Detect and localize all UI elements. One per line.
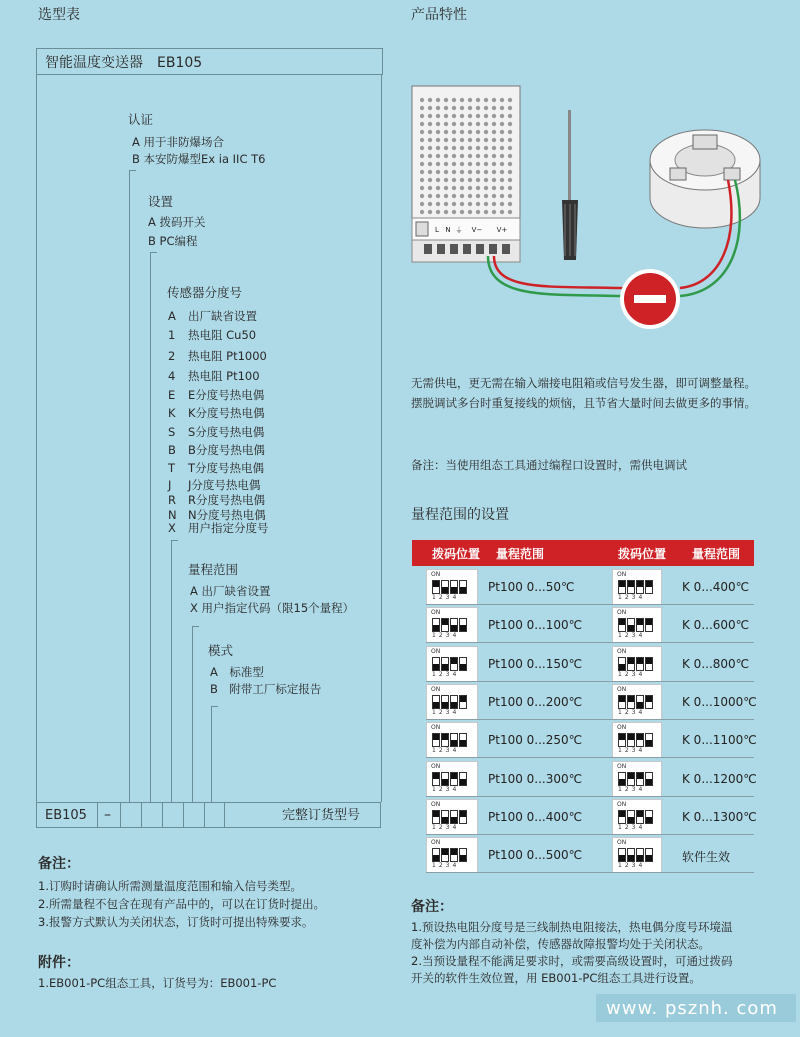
sensor-option <box>168 309 257 323</box>
sensor-code: 2 <box>168 349 176 363</box>
dip-switch <box>627 618 635 632</box>
dip-switch <box>450 848 458 862</box>
dip-on-label: ON <box>617 571 627 578</box>
range-value: Pt100 0...150℃ <box>488 656 583 671</box>
range-value: K 0...800℃ <box>682 656 750 671</box>
sensor-code: N <box>168 508 177 522</box>
dip-cell <box>426 684 478 720</box>
range-value: Pt100 0...50℃ <box>488 580 575 594</box>
dip-cell <box>612 646 662 682</box>
dip-on-label: ON <box>617 839 627 847</box>
dip-switch <box>432 772 440 786</box>
power-supply <box>412 86 520 262</box>
table-row <box>412 721 757 759</box>
range-value: Pt100 0...250℃ <box>488 733 583 748</box>
dip-cell <box>612 799 662 835</box>
table-row <box>412 568 754 606</box>
table-row <box>412 645 754 683</box>
setting-option: B PC编程 <box>148 234 198 248</box>
wiring-illustration <box>410 80 790 340</box>
sensor-text: B分度号热电偶 <box>188 443 265 457</box>
dip-switch <box>459 733 467 747</box>
range-option: X 用户指定代码（限15个量程） <box>190 601 355 615</box>
row-divider <box>426 834 754 835</box>
dip-switch-icon <box>616 725 660 755</box>
sensor-option <box>168 349 267 363</box>
sensor-option <box>168 521 269 535</box>
dip-switch <box>450 618 458 632</box>
order-code-row <box>36 802 381 828</box>
dip-on-label: ON <box>431 685 441 693</box>
dip-numbers: 1234 <box>618 747 646 755</box>
dip-on-label: ON <box>431 839 441 847</box>
header-dip-position: 拨码位置 <box>432 547 481 561</box>
dip-cell <box>426 607 478 643</box>
sensor-text: K分度号热电偶 <box>188 406 265 420</box>
terminal-label: N <box>445 226 451 234</box>
dip-switch-icon <box>430 725 474 755</box>
dip-switch <box>432 733 440 747</box>
terminal-label: V+ <box>496 226 508 234</box>
dip-numbers: 1234 <box>432 823 460 831</box>
dip-numbers: 1234 <box>618 632 646 640</box>
sensor-text: R分度号热电偶 <box>188 493 265 507</box>
model-title: 智能温度变送器 EB105 <box>45 55 203 71</box>
range-value: K 0...1100℃ <box>682 733 757 748</box>
dip-switch <box>459 810 467 824</box>
watermark-text: www. psznh. com <box>606 998 778 1019</box>
sensor-code: T <box>168 461 176 475</box>
dip-switch <box>441 772 449 786</box>
range-value: K 0...1000℃ <box>682 694 757 709</box>
range-value: K 0...400℃ <box>682 580 750 594</box>
cert-group-title: 认证 <box>128 112 154 127</box>
dip-on-label: ON <box>431 762 441 770</box>
sensor-code: J <box>168 478 172 492</box>
terminal-label: ⏚ <box>455 226 463 234</box>
dip-switch <box>441 580 449 594</box>
dip-cell <box>426 569 478 605</box>
table-row <box>412 836 754 874</box>
dip-switch-icon <box>616 610 660 640</box>
dip-cell <box>426 837 478 873</box>
dip-on-label: ON <box>431 800 441 808</box>
no-entry-icon <box>620 269 680 329</box>
dip-switch <box>450 580 458 594</box>
sensor-code: E <box>168 388 176 402</box>
header-dip-position: 拨码位置 <box>618 547 667 561</box>
sensor-code: X <box>168 521 176 535</box>
sensor-code: 4 <box>168 369 176 383</box>
left-note-item: 2.所需量程不包含在现有产品中的，可以在订货时提出。 <box>38 897 325 911</box>
range-value: K 0...600℃ <box>682 618 750 633</box>
dip-switch <box>450 733 458 747</box>
dip-numbers: 1234 <box>618 670 646 678</box>
transmitter-module <box>650 130 760 228</box>
mode-option: B 附带工厂标定报告 <box>210 682 322 696</box>
dip-switch-icon <box>616 572 660 602</box>
dip-switch <box>636 657 644 671</box>
table-row <box>412 798 757 836</box>
connector-line <box>150 252 151 802</box>
dip-switch <box>636 733 644 747</box>
dip-switch <box>432 657 440 671</box>
setting-group-title: 设置 <box>148 194 174 209</box>
dip-switch-icon <box>430 610 474 640</box>
order-label: 完整订货型号 <box>281 808 360 823</box>
dip-switch-icon <box>616 840 660 870</box>
selection-table-heading: 选型表 <box>38 7 80 23</box>
watermark-bg <box>596 994 796 1022</box>
sensor-option <box>168 369 260 383</box>
dip-switch <box>441 848 449 862</box>
sensor-text: 热电阻 Pt100 <box>188 369 260 383</box>
range-value: Pt100 0...200℃ <box>488 694 583 709</box>
attachment-item: 1.EB001-PC组态工具，订货号为：EB001-PC <box>38 976 277 990</box>
dip-switch <box>441 618 449 632</box>
dip-switch <box>618 772 626 786</box>
dip-on-label: ON <box>617 724 627 732</box>
dip-on-label: ON <box>617 647 627 655</box>
range-value: K 0...1200℃ <box>682 771 757 786</box>
dip-switch <box>441 810 449 824</box>
dip-switch-icon <box>430 572 474 602</box>
table-row <box>412 606 754 644</box>
sensor-option <box>168 478 260 492</box>
dip-switch <box>450 772 458 786</box>
right-notes-title: 备注： <box>411 899 453 915</box>
dip-cell <box>612 684 662 720</box>
table-row <box>412 683 757 721</box>
sensor-code: 1 <box>168 328 176 342</box>
sensor-option <box>168 461 264 475</box>
table-row <box>412 760 757 798</box>
row-divider <box>426 757 754 758</box>
dip-switch <box>645 618 653 632</box>
dip-switch <box>618 657 626 671</box>
dip-switch <box>432 810 440 824</box>
dip-switch <box>627 810 635 824</box>
row-divider <box>426 796 754 797</box>
dip-numbers: 1234 <box>618 823 646 831</box>
sensor-option <box>168 328 256 342</box>
dip-switch <box>618 618 626 632</box>
sensor-text: T分度号热电偶 <box>188 461 265 475</box>
order-dash: – <box>104 807 111 823</box>
sensor-code: K <box>168 406 176 420</box>
sensor-text: N分度号热电偶 <box>188 508 266 522</box>
dip-switch <box>645 848 653 862</box>
dip-on-label: ON <box>431 571 441 578</box>
dip-switch-icon <box>430 687 474 717</box>
model-title-box <box>36 48 383 75</box>
sensor-option <box>168 388 264 402</box>
dip-cell <box>426 799 478 835</box>
mode-group-title: 模式 <box>208 643 234 658</box>
sensor-code: A <box>168 309 176 323</box>
dip-switch <box>645 733 653 747</box>
dip-switch <box>636 772 644 786</box>
dip-switch <box>441 733 449 747</box>
left-frame-line <box>36 74 37 802</box>
dip-switch <box>432 848 440 862</box>
dip-numbers: 1234 <box>432 632 460 640</box>
dip-on-label: ON <box>431 647 441 655</box>
cert-option: A 用于非防爆场合 <box>132 135 225 149</box>
dip-switch <box>432 695 440 709</box>
sensor-option <box>168 508 266 522</box>
connector-line <box>129 170 130 802</box>
sensor-text: J分度号热电偶 <box>188 478 261 492</box>
dip-on-label: ON <box>617 609 627 617</box>
sensor-code: R <box>168 493 176 507</box>
dip-switch-icon <box>616 764 660 794</box>
dip-switch <box>459 848 467 862</box>
header-range: 量程范围 <box>692 547 741 561</box>
dip-switch <box>618 580 626 594</box>
feature-description: 摆脱调试多台时重复接线的烦恼，且节省大量时间去做更多的事情。 <box>411 396 756 410</box>
dip-switch <box>441 695 449 709</box>
dip-switch <box>627 695 635 709</box>
dip-switch <box>627 580 635 594</box>
terminal-label: L <box>435 226 439 234</box>
right-note-item: 开关的软件生效位置，用 EB001-PC组态工具进行设置。 <box>411 971 701 985</box>
sensor-text: E分度号热电偶 <box>188 388 265 402</box>
dip-switch <box>441 657 449 671</box>
dip-numbers: 1234 <box>432 708 460 716</box>
dip-numbers: 1234 <box>432 594 460 601</box>
dip-switch-icon <box>430 649 474 679</box>
dip-cell <box>612 761 662 797</box>
dip-numbers: 1234 <box>432 862 460 870</box>
dip-numbers: 1234 <box>618 862 646 870</box>
sensor-text: 用户指定分度号 <box>188 521 269 535</box>
dip-switch-icon <box>430 764 474 794</box>
cert-option: B 本安防爆型Ex ia IIC T6 <box>132 152 266 166</box>
dip-numbers: 1234 <box>618 594 646 601</box>
mode-option: A 标准型 <box>210 665 264 679</box>
dip-switch <box>627 657 635 671</box>
range-group-title: 量程范围 <box>188 562 239 577</box>
sensor-option <box>168 406 265 420</box>
range-option: A 出厂缺省设置 <box>190 584 271 598</box>
dip-cell <box>612 569 662 605</box>
range-table-title: 量程范围的设置 <box>411 507 509 523</box>
dip-switch <box>450 810 458 824</box>
right-note-item: 度补偿为内部自动补偿，传感器故障报警均处于关闭状态。 <box>411 937 710 951</box>
row-divider <box>426 719 754 720</box>
row-divider <box>426 604 754 605</box>
dip-switch <box>459 657 467 671</box>
left-notes-title: 备注： <box>38 856 80 872</box>
row-divider <box>426 642 754 643</box>
dip-switch <box>618 695 626 709</box>
dip-switch <box>618 733 626 747</box>
range-value: Pt100 0...400℃ <box>488 809 583 824</box>
sensor-option <box>168 443 265 457</box>
dip-switch <box>645 657 653 671</box>
dip-switch-icon <box>430 802 474 832</box>
dip-switch-icon <box>616 802 660 832</box>
dip-switch <box>636 618 644 632</box>
connector-line <box>192 626 193 802</box>
left-note-item: 1.订购时请确认所需测量温度范围和输入信号类型。 <box>38 879 302 893</box>
dip-numbers: 1234 <box>432 747 460 755</box>
dip-numbers: 1234 <box>432 785 460 793</box>
feature-note: 备注：当使用组态工具通过编程口设置时，需供电调试 <box>411 458 687 472</box>
dip-switch <box>618 848 626 862</box>
sensor-option <box>168 425 264 439</box>
right-note-item: 1.预设热电阻分度号是三线制热电阻接法，热电偶分度号环境温 <box>411 920 733 934</box>
row-divider <box>426 681 754 682</box>
left-note-item: 3.报警方式默认为关闭状态，订货时可提出特殊要求。 <box>38 915 314 929</box>
dip-on-label: ON <box>617 685 627 693</box>
sensor-code: S <box>168 425 176 439</box>
dip-cell <box>612 837 662 873</box>
dip-switch <box>432 618 440 632</box>
dip-cell <box>426 761 478 797</box>
feature-description: 无需供电，更无需在输入端接电阻箱或信号发生器，即可调整量程。 <box>411 376 756 390</box>
dip-on-label: ON <box>431 609 441 617</box>
dip-switch <box>450 657 458 671</box>
dip-on-label: ON <box>617 762 627 770</box>
dip-switch <box>636 580 644 594</box>
dip-switch <box>627 848 635 862</box>
product-features-heading: 产品特性 <box>411 7 467 23</box>
order-model: EB105 <box>45 808 87 823</box>
sensor-group-title: 传感器分度号 <box>167 285 243 300</box>
dip-switch-icon <box>616 649 660 679</box>
sensor-text: 出厂缺省设置 <box>188 309 257 323</box>
range-value: Pt100 0...500℃ <box>488 848 583 863</box>
dip-cell <box>426 722 478 758</box>
dip-switch-icon <box>430 840 474 870</box>
dip-cell <box>612 722 662 758</box>
dip-numbers: 1234 <box>618 785 646 793</box>
setting-option: A 拨码开关 <box>148 215 206 229</box>
dip-switch-icon <box>616 687 660 717</box>
dip-numbers: 1234 <box>432 670 460 678</box>
sensor-text: 热电阻 Pt1000 <box>188 349 267 363</box>
dip-switch <box>459 772 467 786</box>
range-value: 软件生效 <box>682 850 731 865</box>
dip-numbers: 1234 <box>618 708 646 716</box>
header-range: 量程范围 <box>496 547 545 561</box>
dip-cell <box>426 646 478 682</box>
dip-switch <box>636 848 644 862</box>
dip-switch <box>627 772 635 786</box>
right-note-item: 2.当预设量程不能满足要求时，或需要高级设置时，可通过拨码 <box>411 954 733 968</box>
dip-switch <box>645 580 653 594</box>
dip-on-label: ON <box>431 724 441 732</box>
dip-on-label: ON <box>617 800 627 808</box>
row-divider <box>426 872 754 873</box>
dip-switch <box>432 580 440 594</box>
attachment-title: 附件： <box>38 955 80 971</box>
dip-switch <box>636 810 644 824</box>
range-table-header <box>412 540 754 566</box>
dip-cell <box>612 607 662 643</box>
dip-switch <box>645 695 653 709</box>
screwdriver-icon <box>562 110 578 260</box>
dip-switch <box>459 618 467 632</box>
dip-switch <box>645 772 653 786</box>
dip-switch <box>450 695 458 709</box>
dip-switch <box>459 695 467 709</box>
sensor-option <box>168 493 265 507</box>
dip-switch <box>627 733 635 747</box>
range-value: Pt100 0...300℃ <box>488 771 583 786</box>
dip-switch <box>636 695 644 709</box>
dip-switch <box>618 810 626 824</box>
sensor-text: S分度号热电偶 <box>188 425 265 439</box>
sensor-code: B <box>168 443 176 457</box>
dip-switch <box>459 580 467 594</box>
dip-switch <box>645 810 653 824</box>
sensor-text: 热电阻 Cu50 <box>188 328 257 342</box>
range-value: K 0...1300℃ <box>682 809 757 824</box>
connector-line <box>171 540 172 802</box>
connector-line <box>211 706 212 802</box>
terminal-label: V− <box>471 226 483 234</box>
range-value: Pt100 0...100℃ <box>488 618 583 633</box>
